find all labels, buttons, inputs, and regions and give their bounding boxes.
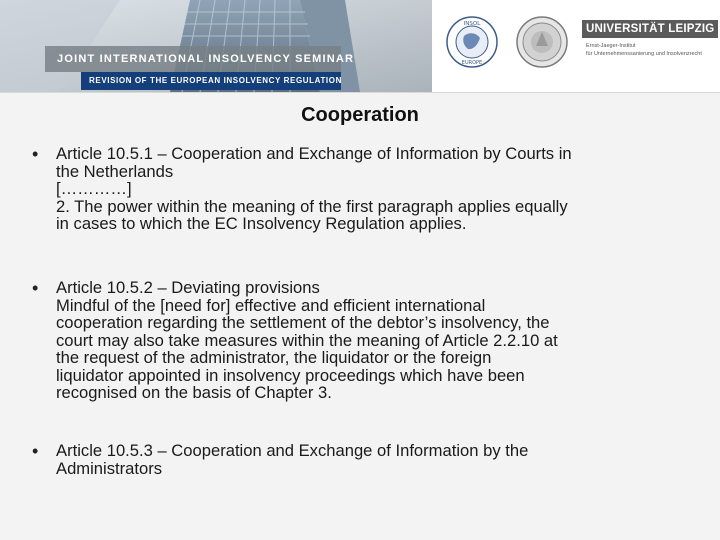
leipzig-seal-logo — [516, 16, 568, 68]
bullet-line: Article 10.5.1 – Cooperation and Exchange of Information by Courts in — [56, 144, 572, 163]
insol-logo-text-bottom: EUROPE — [461, 60, 483, 66]
bullet-line: Mindful of the [need for] effective and efficient international — [56, 295, 486, 315]
bullet-line: the request of the administrator, the liquidator or the foreign — [56, 348, 492, 367]
header-banner — [0, 0, 720, 93]
slide-title-text: Cooperation — [301, 104, 419, 126]
bullet-item — [30, 279, 720, 402]
bullet-line: court may also take measures within the meaning of Article 2.2.10 at — [56, 330, 558, 350]
bullet-line: […………] — [56, 179, 132, 198]
university-logo — [582, 20, 718, 70]
bullet-item — [30, 145, 720, 233]
bullet-item — [30, 442, 720, 477]
bullet-line: Administrators — [56, 458, 163, 478]
institute-line-2: für Unternehmenssanierung und Insolvenzrecht — [586, 51, 702, 57]
bullet-line: the Netherlands — [56, 161, 174, 181]
slide-title — [0, 104, 720, 127]
bullet-line: in cases to which the EC Insolvency Regulation applies. — [56, 214, 467, 233]
bullet-dot: • — [32, 278, 39, 298]
insol-europe-logo — [446, 16, 498, 68]
institute-name — [586, 42, 720, 58]
bullet-line: Article 10.5.2 – Deviating provisions — [56, 278, 320, 297]
seminar-title: JOINT INTERNATIONAL INSOLVENCY SEMINAR — [45, 46, 341, 72]
insol-logo-text-top: INSOL — [463, 21, 481, 27]
bullet-dot: • — [32, 144, 39, 164]
seminar-subtitle: REVISION OF THE EUROPEAN INSOLVENCY REGULATION — [81, 72, 341, 90]
bullet-line: recognised on the basis of Chapter 3. — [56, 383, 332, 402]
bullet-line: 2. The power within the meaning of the first paragraph applies equally — [56, 196, 568, 216]
university-name: UNIVERSITÄT LEIPZIG — [582, 20, 718, 38]
bullet-dot: • — [32, 441, 39, 461]
bullet-line: cooperation regarding the settlement of the debtor’s insolvency, the — [56, 313, 550, 332]
bullet-line: Article 10.5.3 – Cooperation and Exchange of Information by the — [56, 441, 529, 460]
bullet-line: liquidator appointed in insolvency proceedings which have been — [56, 365, 525, 385]
institute-line-1: Ernst-Jaeger-Institut — [586, 43, 636, 49]
building-photo — [0, 0, 432, 92]
